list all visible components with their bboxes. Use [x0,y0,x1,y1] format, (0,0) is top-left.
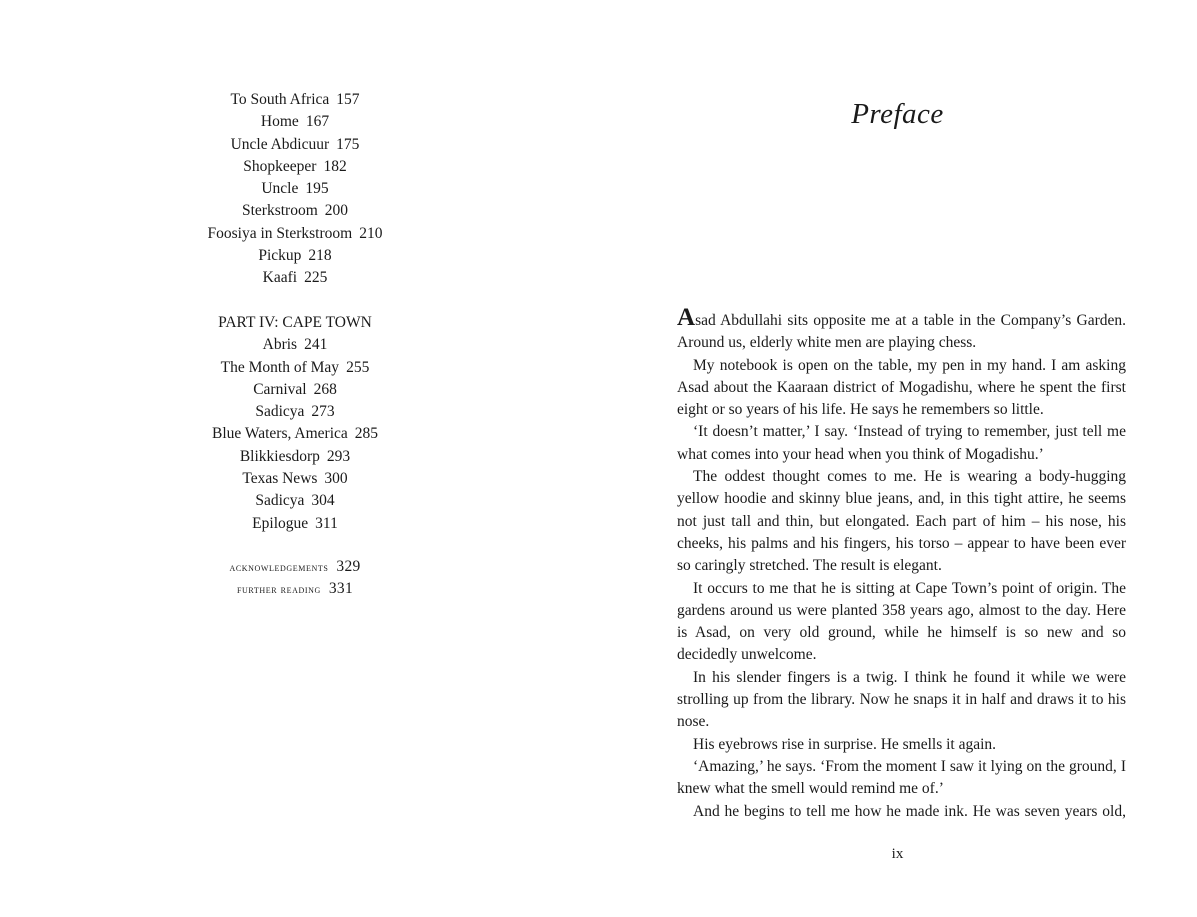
toc-entry-title: To South Africa [230,91,330,108]
toc-back-matter [150,556,440,601]
preface-body [677,304,1126,823]
toc-entry [150,379,440,401]
paragraph: My notebook is open on the table, my pen in my hand. I am asking Asad about the Kaaraan district of Mogadishu, where he spent the first eight or so years of his life. He says he remembers so little. [677,356,1126,419]
toc-entry-page: 311 [315,514,338,532]
toc-entry-title: Sadicya [255,403,305,421]
toc-entry-title: Epilogue [252,514,309,532]
toc-entry-title: acknowledgements [229,562,329,574]
paragraph: In his slender fingers is a twig. I think he found it while we were strolling up from the library. Now he snaps it in half and draws it to his nose. [677,668,1126,731]
paragraph: ‘Amazing,’ he says. ‘From the moment I saw it lying on the ground, I knew what the smell would remind me of.’ [677,757,1126,798]
toc-entry-page: 195 [305,180,329,198]
toc-entry-title: Kaafi [262,269,298,287]
toc-entry-acknowledgements [150,556,440,578]
toc-entry-title: Abris [262,336,298,354]
toc-entry-page: 175 [336,135,360,153]
toc-entry-page: 329 [336,558,361,575]
toc-entry-page: 157 [336,91,360,108]
toc-entry-title: Blikkiesdorp [239,447,320,465]
toc-entry-page: 304 [311,492,335,510]
toc-entry [150,111,440,133]
left-page-contents [0,0,598,917]
paragraph-text: sad Abdullahi sits opposite me at a table in the Company’s Garden. Around us, elderly white men are playing chess. [677,312,1126,352]
toc-entry-title: Sterkstroom [241,202,318,220]
paragraph: ‘It doesn’t matter,’ I say. ‘Instead of trying to remember, just tell me what comes into your head when you think of Mogadishu.’ [677,423,1126,463]
toc-entry-page: 225 [304,269,328,287]
paragraph: And he begins to tell me how he made ink. He was seven years old, [693,802,1126,820]
drop-cap: A [677,304,696,331]
paragraph: It occurs to me that he is sitting at Cape Town’s point of origin. The gardens around us were planted 358 years ago, almost to the day. Here is Asad, on very old ground, while he himself is so new and so decidedly unwelcome. [677,579,1126,664]
page-number: ix [891,846,904,862]
toc-entry-title: Pickup [258,247,302,265]
toc-entry-page: 241 [304,336,328,354]
toc-entry-page: 255 [346,358,370,376]
toc-part-heading: PART IV: CAPE TOWN [218,314,372,331]
paragraph [677,304,1126,355]
toc-entry-page: 182 [323,157,347,175]
toc-entry [150,513,440,535]
toc-entry [150,446,440,468]
toc-entry [150,245,440,267]
toc-entry-title: Blue Waters, America [211,425,348,443]
toc-entry [150,357,440,379]
toc-entry-title: Home [260,113,299,131]
toc-entry-title: further reading [237,584,321,597]
toc-entry [150,401,440,423]
paragraph: The oddest thought comes to me. He is wearing a body-hugging yellow hoodie and skinny blue jeans, and, in this tight attire, he seems not just tall and thin, but elongated. Each part of him – his nose, his cheeks, his palms and his fingers, his torso – appear to have been ever so caringly stretched. The result is elegant. [677,468,1126,575]
toc-entry [150,156,440,178]
toc-entry-title: The Month of May [220,358,340,376]
toc-entry [150,334,440,356]
toc-entry [150,200,440,222]
toc-entry-page: 285 [354,425,379,443]
page-title: Preface [851,98,944,130]
toc-entry [150,134,440,156]
toc-entry-page: 167 [305,113,330,131]
toc-entry-title: Carnival [253,380,307,398]
toc-entry-page: 200 [324,202,349,220]
toc-entry-page: 273 [311,403,335,421]
right-page-preface [598,0,1197,917]
toc-entry-page: 210 [359,224,383,242]
toc-entry-page: 268 [313,380,337,398]
toc-group-2 [150,312,440,535]
toc-entry [150,223,440,245]
toc-entry [150,89,440,111]
toc-entry-page: 293 [326,447,351,465]
toc-entry-page: 331 [328,580,353,598]
toc-entry-page: 300 [324,470,348,488]
toc-entry [150,468,440,490]
toc-entry-title: Shopkeeper [243,157,317,175]
toc-entry-title: Uncle [261,180,299,198]
toc-entry [150,490,440,512]
toc-entry-title: Foosiya in Sterkstroom [207,224,353,242]
toc-entry [150,423,440,445]
toc-entry-title: Sadicya [255,492,305,510]
toc-entry-title: Uncle Abdicuur [230,135,330,153]
toc-entry [150,178,440,200]
toc-entry-title: Texas News [242,470,318,488]
toc-entry-page: 218 [308,247,332,265]
paragraph: His eyebrows rise in surprise. He smells it again. [693,735,997,753]
toc-entry-further-reading [150,578,440,600]
toc-entry [150,267,440,289]
toc-group-1 [150,89,440,290]
